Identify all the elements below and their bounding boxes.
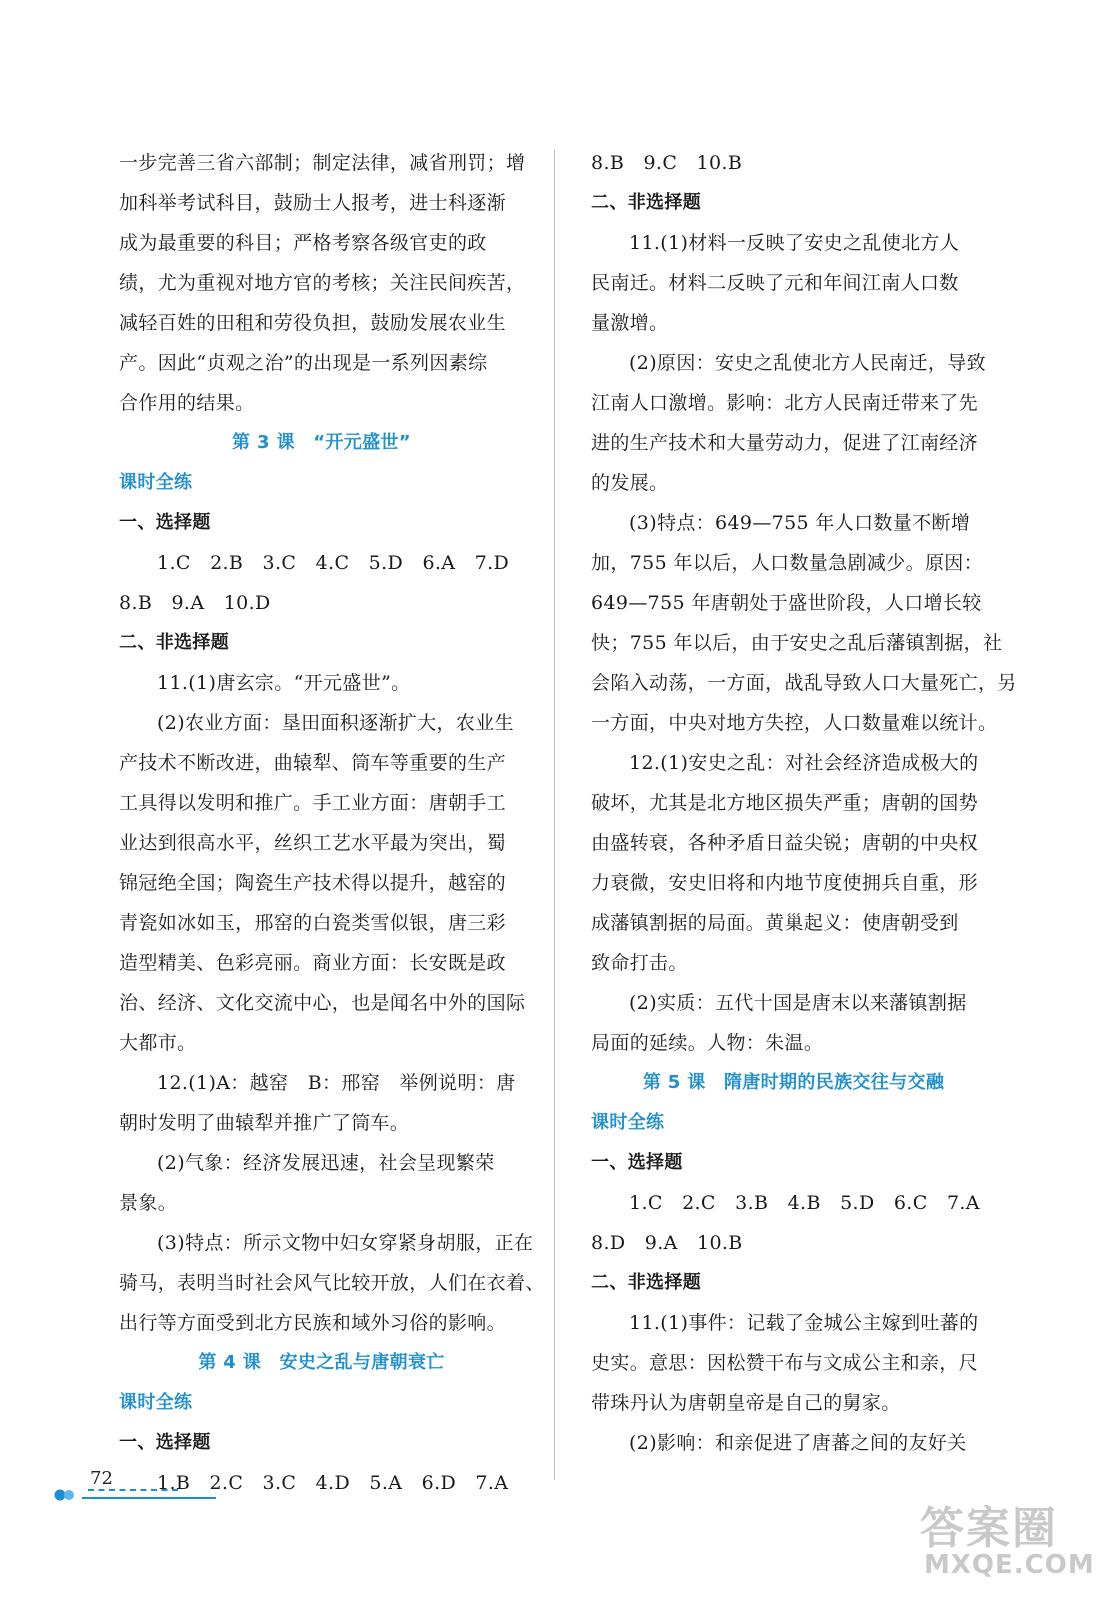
answer-text-line: 局面的延续。人物：朱温。: [591, 1032, 824, 1054]
lesson-title: 第 5 课 隋唐时期的民族交往与交融: [642, 1072, 945, 1093]
answer-key-line: 8.D 9.A 10.B: [591, 1232, 743, 1254]
lesson-title: 第 4 课 安史之乱与唐朝衰亡: [198, 1352, 445, 1373]
answer-text-line: 史实。意思：因松赞干布与文成公主和亲，尺: [591, 1352, 979, 1374]
answer-text-line: (2)原因：安史之乱使北方人民南迁，导致: [629, 352, 986, 374]
answer-text-line: 民南迁。材料二反映了元和年间江南人口数: [591, 272, 959, 294]
question-type-heading: 二、非选择题: [591, 192, 702, 213]
question-type-heading: 一、选择题: [119, 1432, 211, 1453]
answer-text-line: 锦冠绝全国；陶瓷生产技术得以提升，越窑的: [119, 872, 507, 894]
answer-key-line: 8.B 9.A 10.D: [119, 592, 271, 614]
answer-key-line: 1.C 2.B 3.C 4.C 5.D 6.A 7.D: [157, 552, 510, 574]
footer-line: [82, 1497, 216, 1499]
answer-text-line: 产。因此“贞观之治”的出现是一系列因素综: [119, 352, 488, 374]
answer-text-line: 加，755 年以后，人口数量急剧减少。原因：: [591, 552, 984, 574]
answer-text-line: (2)实质：五代十国是唐末以来藩镇割据: [629, 992, 967, 1014]
answer-key-line: 1.C 2.C 3.B 4.B 5.D 6.C 7.A: [629, 1192, 980, 1214]
answer-text-line: 成藩镇割据的局面。黄巢起义：使唐朝受到: [591, 912, 959, 934]
answer-text-line: 致命打击。: [591, 952, 688, 974]
page-number: 72: [90, 1468, 113, 1489]
question-type-heading: 二、非选择题: [591, 1272, 702, 1293]
answer-text-line: 11.(1)唐玄宗。“开元盛世”。: [157, 672, 411, 694]
answer-text-line: (3)特点：649—755 年人口数量不断增: [629, 512, 971, 534]
section-label: 课时全练: [591, 1112, 665, 1133]
answer-key-line: 8.B 9.C 10.B: [591, 152, 743, 174]
answer-text-line: 11.(1)事件：记载了金城公主嫁到吐蕃的: [629, 1312, 979, 1334]
section-label: 课时全练: [119, 1392, 193, 1413]
watermark-text: 答案圈: [920, 1503, 1058, 1554]
answer-text-line: (2)影响：和亲促进了唐蕃之间的友好关: [629, 1432, 967, 1454]
lesson-title: 第 3 课 “开元盛世”: [232, 432, 411, 453]
answer-text-line: 会陷入动荡，一方面，战乱导致人口大量死亡，另: [591, 672, 1017, 694]
answer-text-line: 青瓷如冰如玉，邢窑的白瓷类雪似银，唐三彩: [119, 912, 507, 934]
answer-text-line: 业达到很高水平，丝织工艺水平最为突出，蜀: [119, 832, 507, 854]
answer-text-line: 带珠丹认为唐朝皇帝是自己的舅家。: [591, 1392, 901, 1414]
answer-text-line: 治、经济、文化交流中心，也是闻名中外的国际: [119, 992, 526, 1014]
left-column: [119, 143, 545, 1503]
answer-text-line: 一方面，中央对地方失控，人口数量难以统计。: [591, 712, 998, 734]
answer-text-line: 绩，尤为重视对地方官的考核；关注民间疾苦，: [119, 272, 526, 294]
footer-dash-line: [88, 1489, 178, 1491]
right-column: [591, 143, 1017, 1463]
answer-text-line: 大都市。: [119, 1032, 197, 1054]
answer-text-line: 成为最重要的科目；严格考察各级官吏的政: [119, 232, 487, 254]
bubble-icon: [54, 1488, 82, 1502]
answer-text-line: 出行等方面受到北方民族和域外习俗的影响。: [119, 1312, 507, 1334]
answer-text-line: 工具得以发明和推广。手工业方面：唐朝手工: [119, 792, 507, 814]
watermark: [920, 1492, 1095, 1592]
section-label: 课时全练: [119, 472, 193, 493]
answer-text-line: 由盛转衰，各种矛盾日益尖锐；唐朝的中央权: [591, 832, 979, 854]
answer-key-line: 1.B 2.C 3.C 4.D 5.A 6.D 7.A: [157, 1472, 509, 1494]
answer-text-line: (2)气象：经济发展迅速，社会呈现繁荣: [157, 1152, 495, 1174]
answer-text-line: 景象。: [119, 1192, 178, 1214]
column-divider: [554, 150, 555, 1480]
answer-text-line: 649—755 年唐朝处于盛世阶段，人口增长较: [591, 592, 982, 614]
question-type-heading: 二、非选择题: [119, 632, 230, 653]
answer-text-line: 减轻百姓的田租和劳役负担，鼓励发展农业生: [119, 312, 507, 334]
answer-text-line: 一步完善三省六部制；制定法律，减省刑罚；增: [119, 152, 526, 174]
answer-text-line: 加科举考试科目，鼓励士人报考，进士科逐渐: [119, 192, 507, 214]
answer-text-line: 造型精美、色彩亮丽。商业方面：长安既是政: [119, 952, 507, 974]
page-footer: [54, 1468, 174, 1500]
question-type-heading: 一、选择题: [591, 1152, 683, 1173]
answer-text-line: 进的生产技术和大量劳动力，促进了江南经济: [591, 432, 979, 454]
answer-text-line: 力衰微，安史旧将和内地节度使拥兵自重，形: [591, 872, 979, 894]
answer-text-line: 合作用的结果。: [119, 392, 255, 414]
answer-text-line: 的发展。: [591, 472, 669, 494]
answer-text-line: 破坏，尤其是北方地区损失严重；唐朝的国势: [591, 792, 979, 814]
question-type-heading: 一、选择题: [119, 512, 211, 533]
answer-text-line: 骑马，表明当时社会风气比较开放，人们在衣着、: [119, 1272, 545, 1294]
answer-text-line: 快；755 年以后，由于安史之乱后藩镇割据，社: [591, 632, 1003, 654]
answer-text-line: 量激增。: [591, 312, 669, 334]
answer-text-line: 朝时发明了曲辕犁并推广了筒车。: [119, 1112, 410, 1134]
answer-text-line: (3)特点：所示文物中妇女穿紧身胡服，正在: [157, 1232, 534, 1254]
answer-text-line: 12.(1)A：越窑 B：邢窑 举例说明：唐: [157, 1072, 516, 1094]
answer-text-line: 12.(1)安史之乱：对社会经济造成极大的: [629, 752, 979, 774]
answer-text-line: 江南人口激增。影响：北方人民南迁带来了先: [591, 392, 979, 414]
answer-text-line: 产技术不断改进，曲辕犁、筒车等重要的生产: [119, 752, 507, 774]
watermark-url: MXQE.COM: [924, 1550, 1095, 1580]
answer-text-line: 11.(1)材料一反映了安史之乱使北方人: [629, 232, 960, 254]
answer-text-line: (2)农业方面：垦田面积逐渐扩大，农业生: [157, 712, 514, 734]
